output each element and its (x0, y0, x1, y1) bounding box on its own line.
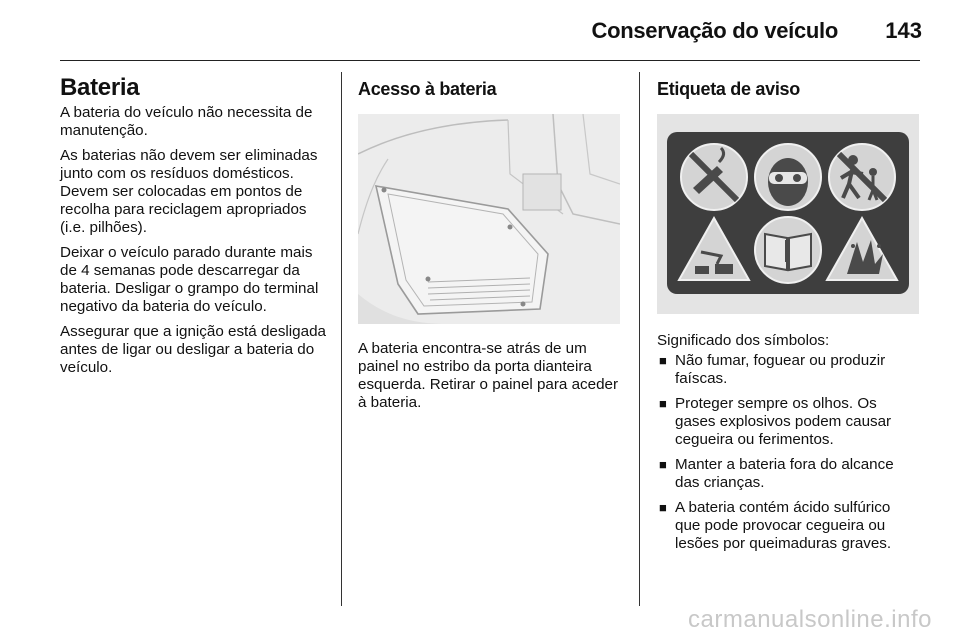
list-item: ■ Manter a bateria fora do alcance das crianças. (659, 456, 894, 491)
section-heading-battery-access: Acesso à bateria (358, 79, 497, 99)
symbol-meanings-list (657, 352, 919, 553)
read-manual-icon (755, 217, 821, 283)
no-smoking-icon (681, 144, 747, 210)
column-divider-1 (341, 72, 342, 606)
bullet-icon: ■ (659, 500, 667, 515)
page-number: 143 (885, 18, 922, 43)
column-divider-2 (639, 72, 640, 606)
header-divider (60, 60, 920, 61)
list-item: ■ A bateria contém ácido sulfúrico que pode provocar cegueira ou lesões por queimaduras graves. (659, 499, 892, 552)
battery-section (60, 74, 328, 384)
watermark: carmanualsonline.info (688, 606, 932, 633)
list-item: ■ Não fumar, foguear ou produzir faíscas. (659, 352, 886, 387)
warning-label-illustration (657, 114, 919, 314)
section-heading-warning-label: Etiqueta de aviso (657, 79, 800, 99)
paragraph: A bateria do veículo não necessita de manutenção. (60, 104, 313, 139)
bullet-icon: ■ (659, 457, 667, 472)
battery-access-illustration (358, 114, 620, 324)
bullet-icon: ■ (659, 396, 667, 411)
paragraph: Assegurar que a ignição está desligada antes de ligar ou desligar a bateria do veículo. (60, 323, 326, 376)
eye-protection-icon (755, 144, 821, 210)
page-header-title: Conservação do veículo (591, 18, 838, 43)
battery-access-section (358, 74, 624, 419)
keep-away-children-icon (829, 144, 895, 210)
section-heading-battery: Bateria (60, 74, 140, 101)
warning-label-section (657, 74, 919, 560)
bullet-icon: ■ (659, 353, 667, 368)
paragraph: Deixar o veículo parado durante mais de 4 semanas pode descarregar da bateria. Desligar o grampo do terminal negativo da bateria do veículo. (60, 244, 319, 315)
paragraph: As baterias não devem ser eliminadas junto com os resíduos domésticos. Devem ser colocadas em pontos de recolha para reciclagem apropriados (i.e. pilhões). (60, 147, 318, 236)
list-item: ■ Proteger sempre os olhos. Os gases explosivos podem causar cegueira ou ferimentos. (659, 395, 892, 448)
battery-access-caption: A bateria encontra-se atrás de um painel no estribo da porta dianteira esquerda. Retirar o painel para aceder à bateria. (358, 340, 619, 411)
symbols-intro: Significado dos símbolos: (657, 332, 830, 349)
